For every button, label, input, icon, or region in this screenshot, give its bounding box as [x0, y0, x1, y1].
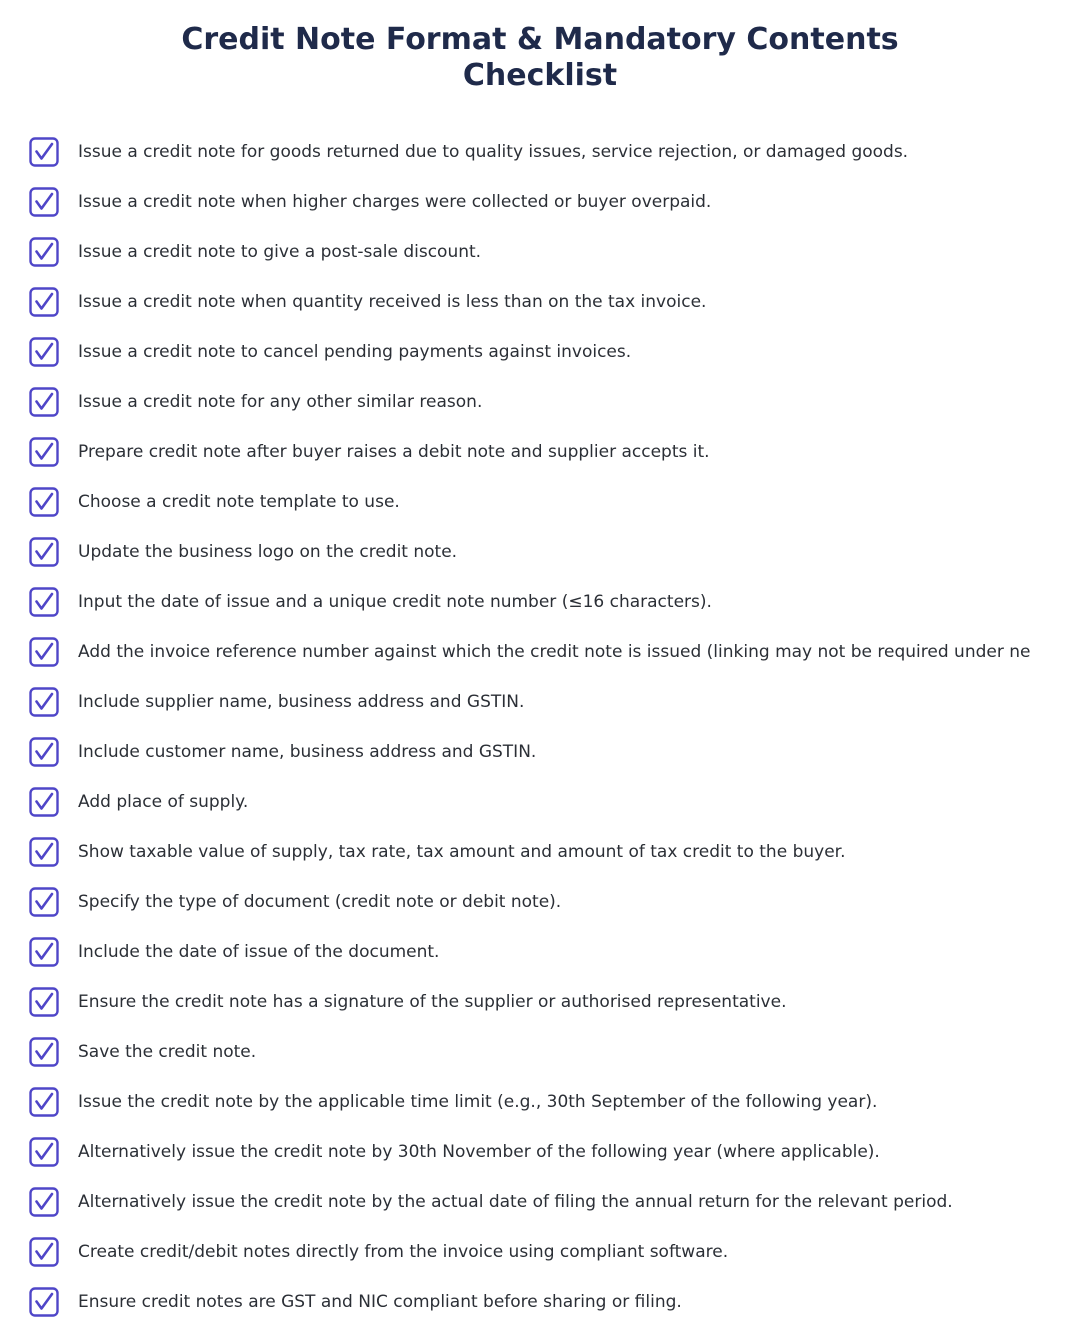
checklist-item-label: Prepare credit note after buyer raises a debit note and supplier accepts it.: [78, 442, 710, 462]
checked-checkbox-icon[interactable]: [29, 137, 59, 167]
checklist-item-label: Issue a credit note when quantity received is less than on the tax invoice.: [78, 292, 707, 312]
checklist-item-label: Save the credit note.: [78, 1042, 257, 1062]
page-title-line-2: Checklist: [462, 58, 618, 93]
checked-checkbox-icon[interactable]: [29, 787, 59, 817]
checklist-item: [0, 227, 1080, 277]
checklist-item-label: Add the invoice reference number against which the credit note is issued (linking may not be required under ne: [78, 642, 1031, 662]
checked-checkbox-icon[interactable]: [29, 587, 59, 617]
checklist-item-label: Choose a credit note template to use.: [78, 492, 400, 512]
checklist-item-label: Alternatively issue the credit note by 30th November of the following year (where applicable).: [78, 1142, 880, 1162]
checklist-item: [0, 877, 1080, 927]
checked-checkbox-icon[interactable]: [29, 837, 59, 867]
checked-checkbox-icon[interactable]: [29, 537, 59, 567]
checklist: [0, 127, 1080, 1327]
checklist-item: [0, 127, 1080, 177]
checklist-item-label: Show taxable value of supply, tax rate, tax amount and amount of tax credit to the buyer.: [78, 842, 846, 862]
checklist-item: [0, 527, 1080, 577]
page-title-line-1: Credit Note Format & Mandatory Contents: [181, 22, 899, 57]
checked-checkbox-icon[interactable]: [29, 1137, 59, 1167]
checked-checkbox-icon[interactable]: [29, 337, 59, 367]
checklist-item-label: Include the date of issue of the document.: [78, 942, 440, 962]
checklist-item: [0, 427, 1080, 477]
checklist-item-label: Alternatively issue the credit note by the actual date of filing the annual return for the relevant period.: [78, 1192, 953, 1212]
checklist-item-label: Include customer name, business address and GSTIN.: [78, 742, 537, 762]
checklist-item: [0, 577, 1080, 627]
checklist-item: [0, 777, 1080, 827]
checklist-item-label: Issue a credit note for any other similar reason.: [78, 392, 483, 412]
checked-checkbox-icon[interactable]: [29, 737, 59, 767]
checklist-item: [0, 177, 1080, 227]
checked-checkbox-icon[interactable]: [29, 1087, 59, 1117]
checklist-item: [0, 977, 1080, 1027]
checked-checkbox-icon[interactable]: [29, 187, 59, 217]
page-title: [0, 22, 1080, 94]
checklist-item-label: Issue a credit note for goods returned due to quality issues, service rejection, or damaged goods.: [78, 142, 909, 162]
checklist-item-label: Issue a credit note to give a post-sale discount.: [78, 242, 482, 262]
checked-checkbox-icon[interactable]: [29, 437, 59, 467]
checked-checkbox-icon[interactable]: [29, 1187, 59, 1217]
checklist-item: [0, 927, 1080, 977]
checklist-item: [0, 1127, 1080, 1177]
checked-checkbox-icon[interactable]: [29, 1287, 59, 1317]
checklist-item: [0, 1077, 1080, 1127]
checked-checkbox-icon[interactable]: [29, 637, 59, 667]
checked-checkbox-icon[interactable]: [29, 287, 59, 317]
checklist-item-label: Ensure the credit note has a signature of the supplier or authorised representative.: [78, 992, 787, 1012]
checklist-item-label: Include supplier name, business address and GSTIN.: [78, 692, 525, 712]
checked-checkbox-icon[interactable]: [29, 887, 59, 917]
checklist-item-label: Update the business logo on the credit note.: [78, 542, 458, 562]
checklist-item: [0, 827, 1080, 877]
checked-checkbox-icon[interactable]: [29, 687, 59, 717]
checked-checkbox-icon[interactable]: [29, 237, 59, 267]
checklist-item: [0, 727, 1080, 777]
checklist-item: [0, 677, 1080, 727]
checklist-item-label: Add place of supply.: [78, 792, 249, 812]
checked-checkbox-icon[interactable]: [29, 487, 59, 517]
checklist-item: [0, 1277, 1080, 1327]
checked-checkbox-icon[interactable]: [29, 387, 59, 417]
checklist-item-label: Issue a credit note when higher charges were collected or buyer overpaid.: [78, 192, 712, 212]
checklist-item-label: Issue the credit note by the applicable time limit (e.g., 30th September of the following year).: [78, 1092, 878, 1112]
checklist-item-label: Issue a credit note to cancel pending payments against invoices.: [78, 342, 632, 362]
checklist-item: [0, 1177, 1080, 1227]
checked-checkbox-icon[interactable]: [29, 1037, 59, 1067]
checked-checkbox-icon[interactable]: [29, 987, 59, 1017]
checklist-item-label: Input the date of issue and a unique credit note number (≤16 characters).: [78, 592, 712, 612]
checked-checkbox-icon[interactable]: [29, 937, 59, 967]
checklist-item: [0, 377, 1080, 427]
checklist-item: [0, 477, 1080, 527]
checked-checkbox-icon[interactable]: [29, 1237, 59, 1267]
checklist-item-label: Create credit/debit notes directly from the invoice using compliant software.: [78, 1242, 729, 1262]
checklist-item: [0, 327, 1080, 377]
checklist-item: [0, 627, 1080, 677]
checklist-item: [0, 277, 1080, 327]
checklist-item-label: Specify the type of document (credit note or debit note).: [78, 892, 562, 912]
checklist-item: [0, 1027, 1080, 1077]
checklist-item-label: Ensure credit notes are GST and NIC compliant before sharing or filing.: [78, 1292, 682, 1312]
checklist-item: [0, 1227, 1080, 1277]
